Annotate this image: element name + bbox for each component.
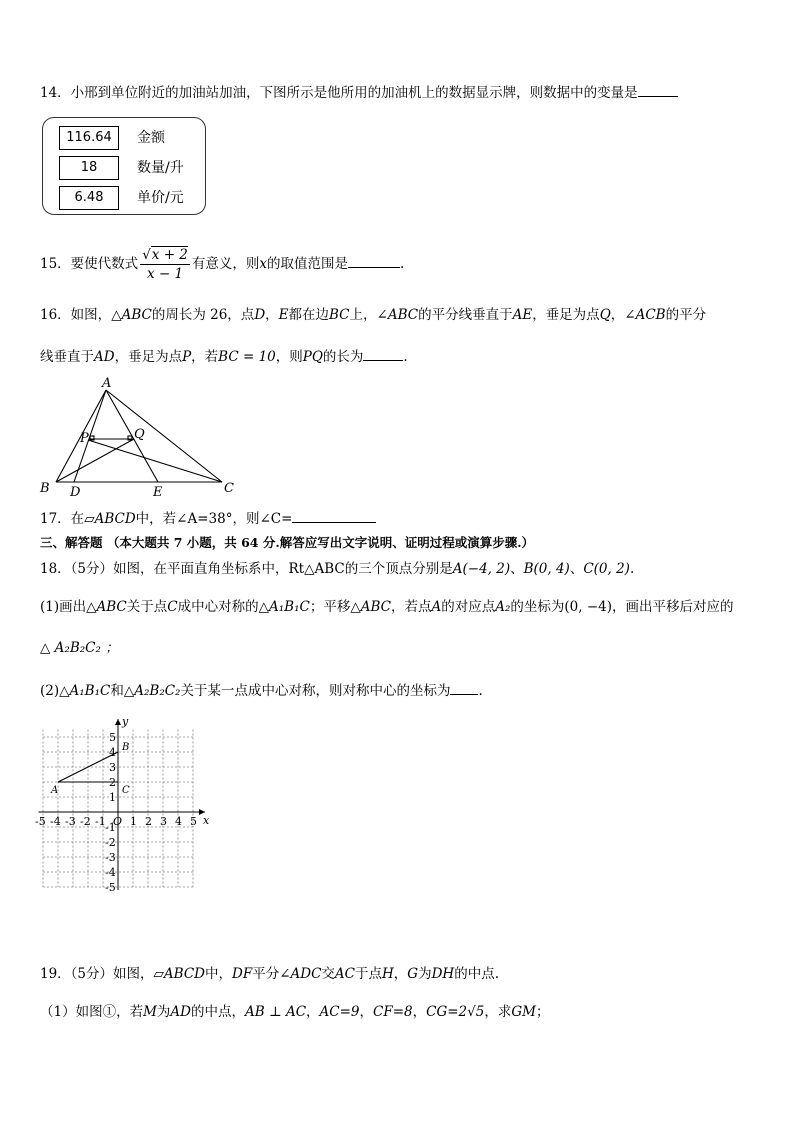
- x-tick-label: -1: [95, 815, 106, 828]
- q19-t8: 的中点.: [454, 966, 499, 982]
- q16-t11: ，若: [191, 349, 219, 365]
- x-tick-label: 3: [160, 815, 167, 828]
- q18-sep1: 、: [510, 561, 524, 577]
- x-tick-label: -3: [65, 815, 76, 828]
- q16-end: .: [403, 349, 408, 365]
- q18-p1a: (1)画出: [40, 599, 87, 615]
- triangle-figure: [36, 374, 246, 500]
- q18-p1A1B1C: A₁B₁C: [269, 599, 310, 615]
- q19-AD: AD: [170, 1004, 191, 1020]
- q19-t5: 于点: [355, 966, 383, 982]
- label-C: C: [224, 481, 234, 496]
- y-axis-label: y: [122, 715, 129, 728]
- y-tick-label: 1: [109, 791, 116, 804]
- q18-p2t1: A₁B₁C: [69, 683, 111, 699]
- q17-para: ▱ABCD: [84, 511, 136, 527]
- label-P: P: [80, 431, 89, 446]
- q19-ADC: ADC: [290, 966, 322, 982]
- q16-Q: Q: [599, 307, 611, 323]
- point-label-C: C: [122, 785, 130, 796]
- label-D: D: [70, 485, 81, 500]
- x-axis-label: x: [203, 814, 210, 827]
- q19-AC: AC: [334, 966, 356, 982]
- q16-E: E: [278, 307, 289, 323]
- q19-DF: DF: [232, 966, 253, 982]
- q16-AE: AE: [512, 307, 533, 323]
- q15-suffix-b: 的取值范围是: [267, 256, 349, 272]
- y-tick-label: -1: [105, 821, 116, 834]
- quantity-value: 18: [59, 156, 119, 180]
- section-3-heading: 三、解答题 （本大题共 7 小题，共 64 分.解答应写出文字说明、证明过程或演算步骤.）: [40, 535, 535, 550]
- q19-p1f: ，: [412, 1004, 427, 1020]
- q18-p1coord: (0, −4): [564, 599, 612, 615]
- q18-p1f: 的对应点: [441, 599, 496, 615]
- q19-p1d: ，: [306, 1004, 320, 1020]
- q19-GM: GM: [511, 1004, 536, 1020]
- q18-p1C: C: [167, 599, 178, 615]
- x-tick-label: 5: [190, 815, 197, 828]
- q17-text: [40, 508, 376, 529]
- q18-t1: 18．（5分）如图，在平面直角坐标系中，Rt△ABC的三个顶点分别是: [40, 561, 453, 577]
- q19-t3: 平分∠: [252, 966, 291, 982]
- q18-p1d: ；平移: [309, 599, 351, 615]
- x-tick-label: -5: [35, 815, 46, 828]
- q16-P: P: [182, 349, 192, 365]
- q19-t2: 中，: [205, 966, 232, 982]
- x-tick-label: -2: [80, 815, 91, 828]
- side-AC: [106, 390, 222, 482]
- x-tick-label: 2: [145, 815, 152, 828]
- y-tick-label: 4: [109, 746, 116, 759]
- q18-sep2: 、: [569, 561, 584, 577]
- x-tick-label: 1: [130, 815, 137, 828]
- q19-CG: CG=2√5: [426, 1004, 485, 1020]
- y-tick-label: -4: [105, 866, 116, 879]
- q15-prefix: 15．要使代数式: [40, 256, 139, 272]
- q19-part1: [40, 1002, 549, 1022]
- y-tick-label: -5: [105, 881, 116, 894]
- q19-CF: CF=8: [373, 1004, 413, 1020]
- q17-t1: 17．在: [40, 511, 85, 527]
- q15-numerator: x + 2: [151, 247, 188, 263]
- q19-p1e: ，: [359, 1004, 374, 1020]
- amount-label: 金额: [137, 130, 165, 146]
- coordinate-grid: [30, 712, 220, 896]
- q19-p1end: ；: [535, 1004, 550, 1020]
- q18-p2t2: A₂B₂C₂: [134, 683, 181, 699]
- q16-t12: ，则: [275, 349, 303, 365]
- y-tick-label: 3: [109, 761, 116, 774]
- q18-p1tri2: △ABC: [350, 599, 391, 615]
- q15-denominator: x − 1: [146, 266, 184, 282]
- fuel-display-panel: [42, 117, 206, 215]
- q18-C: C(0, 2): [583, 561, 630, 577]
- q19-head: [40, 964, 499, 984]
- q19-H: H: [382, 966, 394, 982]
- label-E: E: [153, 485, 163, 500]
- q16-angABC: ∠ABC: [376, 307, 419, 323]
- q19-G: G: [407, 966, 419, 982]
- q19-t6: ，: [393, 966, 408, 982]
- q17-answer-blank: [292, 508, 376, 523]
- q18-p2end: .: [478, 683, 483, 699]
- q16-tri: △ABC: [111, 307, 152, 323]
- y-axis-arrow: [115, 719, 121, 725]
- q16-t3: 都在边: [288, 307, 329, 323]
- q15-text: [40, 244, 404, 284]
- q19-t4: 交: [321, 966, 335, 982]
- point-label-B: B: [122, 742, 130, 753]
- q18-p1A2: A₂: [495, 599, 511, 615]
- unit-price-label: 单价/元: [137, 190, 184, 206]
- y-tick-label: -3: [105, 851, 116, 864]
- q18-part2: [40, 680, 483, 701]
- label-A: A: [102, 376, 112, 391]
- q16-BCeq: BC = 10: [218, 349, 276, 365]
- y-tick-label: 5: [109, 731, 116, 744]
- q18-p2c: 关于某一点成中心对称，则对称中心的坐标为: [180, 683, 451, 699]
- q18-A: A(−4, 2): [452, 561, 511, 577]
- q16-AD: AD: [94, 349, 115, 365]
- q19-ABAC: AB ⊥ AC: [245, 1004, 307, 1020]
- q19-p1a: （1）如图①，若: [40, 1004, 144, 1020]
- q18-head: [40, 559, 634, 579]
- q14-stem: 14．小邢到单位附近的加油站加油，下图所示是他所用的加油机上的数据显示牌，则数据中的变量是: [40, 85, 638, 101]
- label-Q: Q: [134, 427, 145, 442]
- q18-answer-blank: [450, 680, 478, 695]
- q16-answer-blank: [363, 346, 403, 361]
- q15-suffix-a: 有意义，则: [191, 256, 260, 272]
- q16-t6: ，垂足为点: [532, 307, 600, 323]
- q18-p2b: 和△: [110, 683, 135, 699]
- x-tick-label: -4: [50, 815, 61, 828]
- y-tick-label: 2: [109, 776, 116, 789]
- q17-t2: 中，若∠A=38°，则∠C=: [135, 511, 293, 527]
- q18-end: .: [629, 561, 635, 577]
- q18-part1: [40, 597, 734, 617]
- q15-answer-blank: [348, 253, 400, 268]
- q16-t10: ，垂足为点: [114, 349, 183, 365]
- q18-p1h: ，画出平移后对应的: [612, 599, 734, 615]
- q18-p1g: 的坐标为: [510, 599, 565, 615]
- q16-line1: 16．如图，△ABC的周长为 26，点D，E都在边BC上，∠ABC的平分线垂直于AE，垂足为点Q，∠ACB的平分: [40, 307, 707, 323]
- q18-p1A: A: [431, 599, 442, 615]
- q16-t13: 的长为: [322, 349, 364, 365]
- q19-t1: 19．（5分）如图，: [40, 966, 154, 982]
- amount-value: 116.64: [59, 126, 119, 150]
- q19-p1b: 为: [156, 1004, 171, 1020]
- q18-p1tri: △ABC: [86, 599, 127, 615]
- x-tick-label: O: [113, 815, 123, 828]
- q14-text: [40, 82, 678, 103]
- q16-PQ: PQ: [302, 349, 323, 365]
- label-B: B: [40, 481, 50, 496]
- unit-price-value: 6.48: [59, 186, 119, 210]
- q16-angACB: ∠ACB: [624, 307, 666, 323]
- q16-t5: 的平分线垂直于: [418, 307, 513, 323]
- q18-p1e: ，若点: [390, 599, 432, 615]
- q15-end: .: [400, 256, 405, 272]
- q16-line2: [40, 346, 408, 367]
- q16-t2: 的周长为 26，点: [151, 307, 255, 323]
- q19-para: ▱ABCD: [153, 966, 205, 982]
- q18-part1-line2: △ A₂B₂C₂ ；: [40, 640, 119, 656]
- q18-p2a: (2)△: [40, 683, 70, 699]
- q16-t8: 的平分: [665, 307, 707, 323]
- q16-t4: 上，: [349, 307, 377, 323]
- q19-DH: DH: [431, 966, 455, 982]
- q15-fraction: $\frac{√x + 2}{x - 1}$: [142, 247, 188, 282]
- q18-p1c: 成中心对称的△: [177, 599, 269, 615]
- y-tick-label: -2: [105, 836, 116, 849]
- q19-M: M: [143, 1004, 157, 1020]
- point-label-A: A: [51, 785, 59, 796]
- q16-D: D: [254, 307, 266, 323]
- q19-t7: 为: [418, 966, 432, 982]
- q19-p1g: ，求: [484, 1004, 512, 1020]
- quantity-label: 数量/升: [137, 160, 184, 176]
- q16-t1: 16．如图，: [40, 307, 112, 323]
- q14-answer-blank: [638, 82, 678, 97]
- q16-t7: ，: [610, 307, 625, 323]
- x-tick-label: 4: [175, 815, 182, 828]
- q15-var: x: [259, 256, 268, 272]
- q19-p1c: 的中点，: [191, 1004, 245, 1020]
- q16-t9: 线垂直于: [40, 349, 94, 365]
- q16-BC: BC: [329, 307, 350, 323]
- q18-p1b: 关于点: [126, 599, 168, 615]
- q18-B: B(0, 4): [523, 561, 570, 577]
- q19-ACeq: AC=9: [319, 1004, 360, 1020]
